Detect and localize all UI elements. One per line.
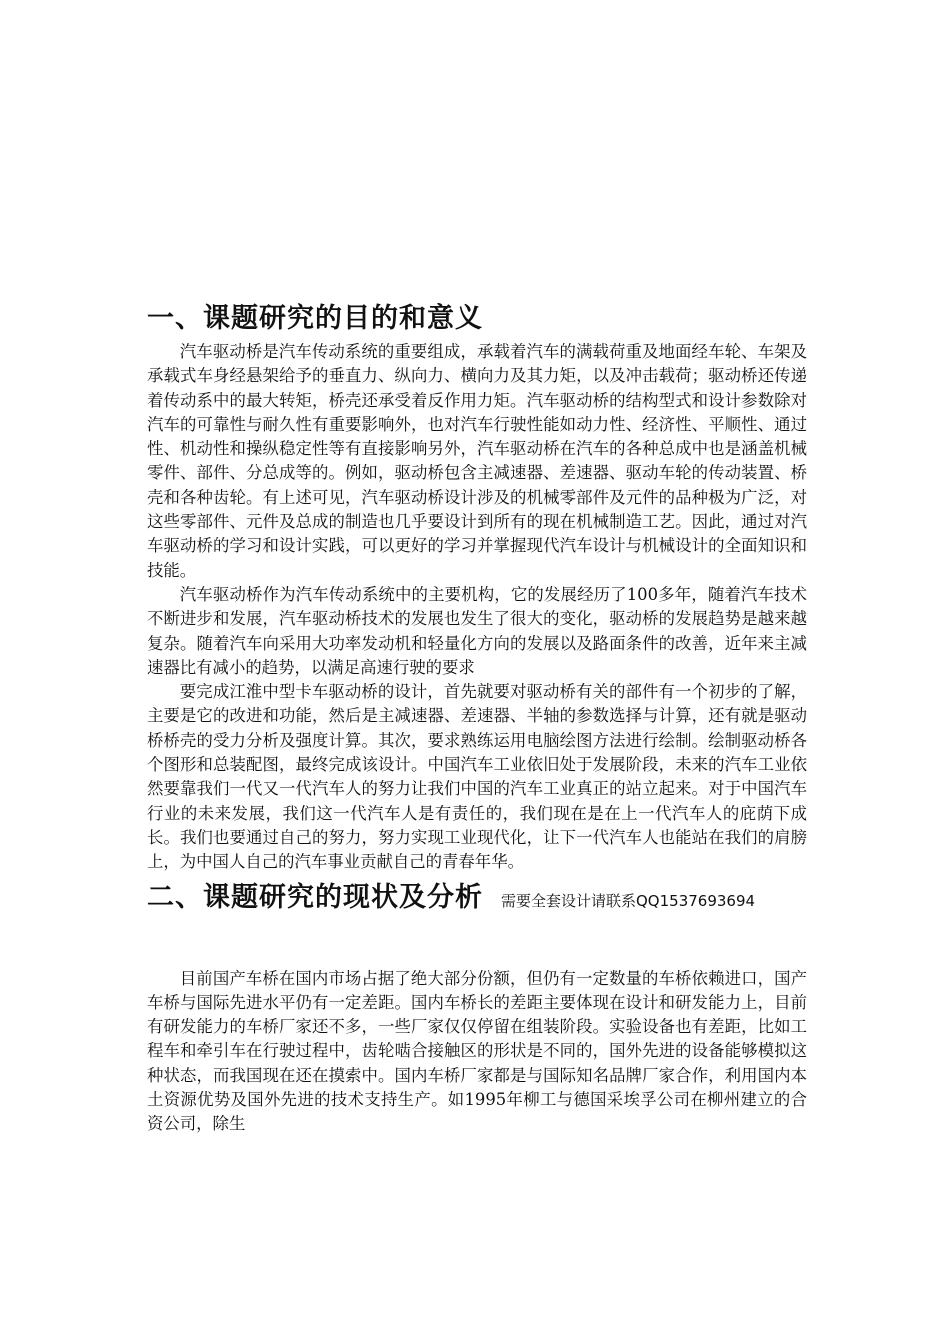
section-1-heading: 一、课题研究的目的和意义 — [147, 303, 483, 334]
section-1-paragraph-1: 汽车驱动桥是汽车传动系统的重要组成，承载着汽车的满载荷重及地面经车轮、车架及承载式车身经悬架给予的垂直力、纵向力、横向力及其力矩，以及冲击载荷；驱动桥还传递着传动系中的最大转矩，桥壳还承受着反作用力矩。汽车驱动桥的结构型式和设计参数除对汽车的可靠性与耐久性有重要影响外，也对汽车行驶性能如动力性、经济性、平顺性、通过性、机动性和操纵稳定性等有直接影响另外，汽车驱动桥在汽车的各种总成中也是涵盖机械零件、部件、分总成等的。例如，驱动桥包含主减速器、差速器、驱动车轮的传动装置、桥壳和各种齿轮。有上述可见，汽车驱动桥设计涉及的机械零部件及元件的品种极为广泛，对这些零部件、元件及总成的制造也几乎要设计到所有的现在机械制造工艺。因此，通过对汽车驱动桥的学习和设计实践，可以更好的学习并掌握现代汽车设计与机械设计的全面知识和技能。 — [147, 342, 807, 580]
section-1-paragraph-2: 汽车驱动桥作为汽车传动系统中的主要机构，它的发展经历了100多年，随着汽车技术不断进步和发展，汽车驱动桥技术的发展也发生了很大的变化，驱动桥的发展趋势是越来越复杂。随着汽车向采用大功率发动机和轻量化方向的发展以及路面条件的改善，近年来主减速器比有减小的趋势，以满足高速行驶的要求 — [147, 584, 807, 677]
contact-note: 需要全套设计请联系QQ1537693694 — [501, 891, 756, 910]
section-purpose-significance — [147, 298, 807, 875]
blank-gap — [147, 919, 807, 967]
section-2-paragraph-1: 目前国产车桥在国内市场占据了绝大部分份额，但仍有一定数量的车桥依赖进口，国产车桥与国际先进水平仍有一定差距。国内车桥长的差距主要体现在设计和研发能力上，目前有研发能力的车桥厂家还不多，一些厂家仅仅停留在组装阶段。实验设备也有差距，比如工程车和牵引车在行驶过程中，齿轮啮合接触区的形状是不同的，国外先进的设备能够模拟这种状态，而我国现在还在摸索中。国内车桥厂家都是与国际知名品牌厂家合作，利用国内本土资源优势及国外先进的技术支持生产。如1995年柳工与德国采埃孚公司在柳州建立的合资公司，除生 — [147, 968, 807, 1134]
section-2-heading-row — [147, 877, 807, 919]
document-body — [147, 298, 807, 1137]
section-2-heading: 二、课题研究的现状及分析 — [147, 881, 483, 913]
section-status-analysis — [147, 877, 807, 1137]
section-1-paragraph-3: 要完成江淮中型卡车驱动桥的设计，首先就要对驱动桥有关的部件有一个初步的了解，主要是它的改进和功能，然后是主减速器、差速器、半轴的参数选择与计算，还有就是驱动桥桥壳的受力分析及强度计算。其次，要求熟练运用电脑绘图方法进行绘制。绘制驱动桥各个图形和总装配图，最终完成该设计。中国汽车工业依旧处于发展阶段，未来的汽车工业依然要靠我们一代又一代汽车人的努力让我们中国的汽车工业真正的站立起来。对于中国汽车行业的未来发展，我们这一代汽车人是有责任的，我们现在是在上一代汽车人的庇荫下成长。我们也要通过自己的努力，努力实现工业现代化，让下一代汽车人也能站在我们的肩膀上，为中国人自己的汽车事业贡献自己的青春年华。 — [147, 682, 807, 872]
